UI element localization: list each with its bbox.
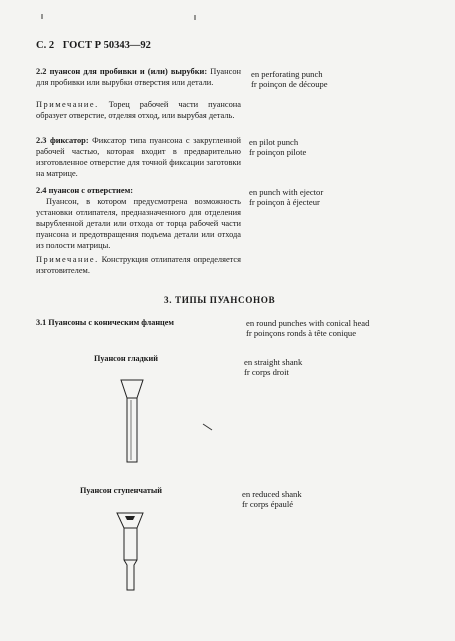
- term-2-3: 2.3 фиксатор:: [36, 136, 89, 145]
- figure-label-reduced: Пуансон ступенчатый: [80, 486, 162, 495]
- en-straight: en straight shank: [244, 357, 303, 367]
- section-3-title: 3. ТИПЫ ПУАНСОНОВ: [164, 295, 276, 305]
- en-2-2: en perforating punch: [251, 69, 323, 79]
- en-2-3: en pilot punch: [249, 137, 299, 147]
- en-3-1: en round punches with conical head: [246, 318, 370, 328]
- scan-marks: [42, 14, 212, 430]
- term-2-4: 2.4 пуансон с отверстием:: [36, 186, 134, 195]
- note-text-2-4: Конструкция отлипателя определяется изготовителем.: [36, 255, 242, 275]
- note-label-2-4: Примечание.: [36, 255, 99, 264]
- en-2-4: en punch with ejector: [249, 187, 324, 197]
- fr-2-3: fr poinçon pilote: [249, 147, 307, 157]
- standard-number: ГОСТ Р 50343—92: [62, 40, 151, 51]
- figure-label-straight: Пуансон гладкий: [94, 354, 158, 363]
- term-2-2: 2.2 пуансон для пробивки и (или) вырубки:: [36, 67, 208, 76]
- page-number: С. 2: [36, 40, 55, 51]
- definition-2-3: Фиксатор типа пуансона с закругленной рабочей частью, которая входит в предварительно изготовленное отверстие для точной фиксации заготовки на матрице.: [36, 136, 241, 178]
- definition-2-2: Пуансон для пробивки или вырубки отверстия или детали.: [36, 67, 241, 87]
- en-reduced: en reduced shank: [242, 489, 302, 499]
- fr-straight: fr corps droit: [244, 367, 289, 377]
- section-3-1-title: 3.1 Пуансоны с коническим фланцем: [36, 318, 174, 327]
- fr-2-4: fr poinçon à éjecteur: [249, 197, 320, 207]
- fr-reduced: fr corps épaulé: [242, 499, 294, 509]
- fr-2-2: fr poinçon de découpe: [251, 79, 328, 89]
- note-text-2-2: Торец рабочей части пуансона образует отверстие, отделяя отход, или вырубая деталь.: [36, 100, 241, 120]
- definition-2-4: Пуансон, в котором предусмотрена возможность установки отлипателя, предназначенного для отделения вырубленной детали или отхода от торца рабочей части пуансона и предотвращения подъема детали или отхода из полости матрицы.: [36, 197, 241, 250]
- straight-punch-drawing: [121, 380, 143, 462]
- note-label-2-2: Примечание.: [36, 100, 99, 109]
- reduced-punch-drawing: [117, 513, 143, 590]
- fr-3-1: fr poinçons ronds à tête conique: [246, 328, 357, 338]
